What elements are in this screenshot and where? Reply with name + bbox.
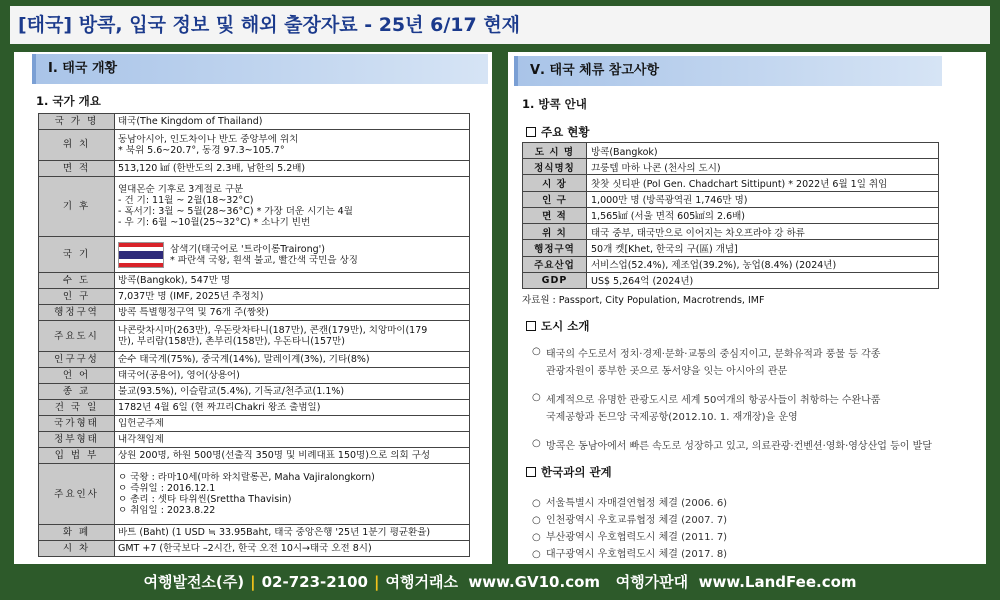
table-row [39,384,470,400]
list-item-line: 세계적으로 유명한 관광도시로 세계 50여개의 항공사들이 취항하는 수완나품 [546,395,881,406]
table-row [523,207,939,223]
circle-bullet-icon: ○ [532,346,541,357]
row-value [115,130,470,161]
row-value [115,114,470,130]
row-value [115,237,470,273]
table-row [523,143,939,159]
list-item-text: 대구광역시 우호협력도시 체결 (2017. 8) [546,549,728,560]
heading-korea-relations [526,464,612,480]
row-value-line: 태국(The Kingdom of Thailand) [118,116,263,128]
row-value-line: 동남아시아, 인도차이나 반도 중앙부에 위치 [118,133,299,145]
row-value-line: 불교(93.5%), 이슬람교(5.4%), 기독교/천주교(1.1%) [118,386,345,398]
list-item [532,495,727,512]
list-item-text: 서울특별시 자매결연협정 체결 (2006. 6) [546,498,728,509]
section-title-overview: Ⅰ. 태국 개황 [32,54,488,84]
row-value [115,321,470,352]
row-value [115,464,470,524]
thailand-flag-icon [118,242,164,268]
row-value [115,289,470,305]
list-item-line: 국제공항과 돈므앙 국제공항(2012.10. 1. 재개장)을 운영 [546,412,798,423]
table-row [39,448,470,464]
source-note: 자료원 : Passport, City Population, Macrotrends, IMF [522,295,765,306]
row-label: 위 치 [523,224,587,240]
table-row [39,321,470,352]
footer-site-gv10[interactable]: www.GV10.com [468,573,601,591]
subsection-title-country: 1. 국가 개요 [36,94,101,108]
row-value-line: 순수 태국계(75%), 중국계(14%), 말레이계(3%), 기타(8%) [118,354,370,366]
row-label: 인구구성 [39,352,115,368]
footer-site-landfee[interactable]: www.LandFee.com [698,573,857,591]
circle-bullet-icon: ○ [532,498,541,509]
korea-relations-list [532,495,727,563]
circle-bullet-icon: ○ [532,392,541,403]
list-item-line: 방콕은 동남아에서 빠른 속도로 성장하고 있고, 의료관광·컨벤션·영화·영상산업 등이 발달 [546,441,932,452]
row-label: 행정구역 [523,240,587,256]
table-row [523,272,939,288]
heading-korea-relations-text: 한국과의 관계 [541,465,612,479]
row-label: 기 후 [39,176,115,236]
page-banner-title: [태국] 방콕, 입국 정보 및 해외 출장자료 - 25년 6/17 현재 [10,6,990,44]
row-label: 입 법 부 [39,448,115,464]
row-label: 행정구역 [39,305,115,321]
table-row [39,237,470,273]
row-label: 주요도시 [39,321,115,352]
row-value-line: 바트 (Baht) (1 USD ≒ 33.95Baht, 태국 중앙은행 '25년 1분기 평균환율) [118,526,431,538]
heading-city-intro-text: 도시 소개 [541,319,590,333]
table-row [39,289,470,305]
table-row [39,352,470,368]
row-value [115,448,470,464]
row-value-line: 방콕 특별행정구역 및 76개 주(짱왓) [118,307,269,319]
table-row [523,224,939,240]
row-label: 언 어 [39,368,115,384]
row-value-line: 상원 200명, 하원 500명(선출직 350명 및 비례대표 150명)으로 의회 구성 [118,450,431,462]
row-label: 면 적 [39,160,115,176]
table-row [39,524,470,540]
table-row [523,240,939,256]
table-row [39,416,470,432]
table-row [523,175,939,191]
country-overview-table [38,113,470,557]
bangkok-status-table [522,142,939,289]
table-row [39,160,470,176]
row-value-line: 열대몬순 기후로 3계절로 구분 [118,184,244,196]
row-label: 도 시 명 [523,143,587,159]
checkbox-square-icon [526,467,536,477]
row-label: 국가형태 [39,416,115,432]
footer-exchange: 여행거래소 [385,573,458,591]
city-intro-list [532,346,932,467]
row-value-line: 만), 부리람(158만), 촌부리(158만), 우돈타니(157만) [118,336,345,348]
row-value [115,416,470,432]
row-value-line: 7,037만 명 (IMF, 2025년 추정치) [118,291,264,303]
row-value-line: - 우 기: 6월 ~10월(25~32°C) * 소나기 빈번 [118,217,311,229]
row-label: 주요인사 [39,464,115,524]
row-value [115,160,470,176]
row-value [115,176,470,236]
list-item-text: 부산광역시 우호협력도시 체결 (2011. 7) [546,532,728,543]
row-value-line: 태국어(공용어), 영어(상용어) [118,370,240,382]
table-row [39,273,470,289]
table-row [523,159,939,175]
table-row [523,256,939,272]
circle-bullet-icon: ○ [532,532,541,543]
list-item-line: 태국의 수도로서 정치·경제·문화·교통의 중심지이고, 문화유적과 풍물 등 각종 [546,349,881,360]
row-value: 1,565㎢ (서울 면적 605㎢의 2.6배) [587,207,939,223]
row-label: 위 치 [39,130,115,161]
row-label: 종 교 [39,384,115,400]
heading-status-text: 주요 현황 [541,125,590,139]
row-value-line: ㅇ 국왕 : 라마10세(마하 와치랄롱꼰, Maha Vajiralongkorn) [118,472,375,484]
row-label: 시 장 [523,175,587,191]
row-value-line: ㅇ 즉위일 : 2016.12.1 [118,483,216,495]
row-value-line: GMT +7 (한국보다 –2시간, 한국 오전 10시→태국 오전 8시) [118,542,372,554]
row-value: 서비스업(52.4%), 제조업(39.2%), 농업(8.4%) (2024년) [587,256,939,272]
table-row [39,368,470,384]
row-label: 면 적 [523,207,587,223]
row-value: 1,000만 명 (방콕광역권 1,746만 명) [587,191,939,207]
left-page [14,52,492,564]
list-item [532,546,727,563]
list-item [532,438,932,455]
row-label: 인 구 [39,289,115,305]
section-title-stay: Ⅴ. 태국 체류 참고사항 [514,56,942,86]
row-label: 수 도 [39,273,115,289]
heading-city-intro [526,318,589,334]
row-value-line: 나콘랏차시마(263만), 우돈랏차타니(187만), 콘캔(179만), 치앙마이(179 [118,325,428,337]
footer-contact: 여행발전소(주) | 02-723-2100 | 여행거래소 www.GV10.com 여행가판대 www.LandFee.com [143,573,857,591]
list-item [532,392,932,426]
row-value [115,384,470,400]
row-label: 건 국 일 [39,400,115,416]
table-row [39,400,470,416]
row-value: US$ 5,264억 (2024년) [587,272,939,288]
row-value [115,524,470,540]
row-value-line: 방콕(Bangkok), 547만 명 [118,275,231,287]
table-row [39,464,470,524]
table-row [39,540,470,556]
row-value [115,352,470,368]
row-label: GDP [523,272,587,288]
row-value: 끄룽텝 마하 나콘 (천사의 도시) [587,159,939,175]
row-value-line: 513,120 ㎢ (한반도의 2.3배, 남한의 5.2배) [118,162,306,174]
row-value-line: 내각책임제 [118,434,164,446]
circle-bullet-icon: ○ [532,438,541,449]
row-label: 주요산업 [523,256,587,272]
row-value [115,305,470,321]
table-row [523,191,939,207]
table-row [39,176,470,236]
row-value [115,273,470,289]
row-value: 태국 중부, 태국만으로 이어지는 차오프라야 강 하류 [587,224,939,240]
table-row [39,114,470,130]
row-value: 방콕(Bangkok) [587,143,939,159]
row-value-line: - 건 기: 11월 ~ 2월(18~32°C) [118,195,254,207]
checkbox-square-icon [526,127,536,137]
row-value-line: 삼색기(태국어로 '트라이롱Trairong') [170,243,325,255]
row-value [115,368,470,384]
right-page [508,52,986,564]
row-value [115,400,470,416]
row-label: 화 폐 [39,524,115,540]
circle-bullet-icon: ○ [532,549,541,560]
list-item-text: 인천광역시 우호교류협정 체결 (2007. 7) [546,515,728,526]
row-value-line: 입헌군주제 [118,418,164,430]
footer-company: 여행발전소(주) [143,573,245,591]
row-label: 인 구 [523,191,587,207]
row-value-line: 1782년 4월 6일 (현 짜끄리Chakri 왕조 출범일) [118,402,321,414]
row-value [115,432,470,448]
heading-status [526,124,589,140]
table-row [39,130,470,161]
list-item [532,346,932,380]
checkbox-square-icon [526,321,536,331]
row-label: 시 차 [39,540,115,556]
row-value-line: ㅇ 취임일 : 2023.8.22 [118,505,216,517]
row-value-line: ㅇ 총리 : 셋타 타위씬(Srettha Thavisin) [118,494,292,506]
row-value-line: - 혹서기: 3월 ~ 5월(28~36°C) * 가장 더운 시기는 4월 [118,206,353,218]
row-label: 정식명칭 [523,159,587,175]
row-value: 50개 켓[Khet, 한국의 구(區) 개념] [587,240,939,256]
list-item [532,512,727,529]
list-item-line: 관광자원이 풍부한 곳으로 동서양을 잇는 아시아의 관문 [546,366,788,377]
row-label: 국 가 명 [39,114,115,130]
row-value-line: * 북위 5.6~20.7°, 동경 97.3~105.7° [118,144,285,156]
row-label: 국 기 [39,237,115,273]
table-row [39,305,470,321]
row-value [115,540,470,556]
footer-phone: 02-723-2100 [261,573,368,591]
footer-stand: 여행가판대 [615,573,689,591]
row-label: 정부형태 [39,432,115,448]
table-row [39,432,470,448]
circle-bullet-icon: ○ [532,515,541,526]
row-value: 찻찻 싯티판 (Pol Gen. Chadchart Sittipunt) * 2022년 6월 1일 취임 [587,175,939,191]
row-value-line: * 파란색 국왕, 흰색 불교, 빨간색 국민을 상징 [170,254,358,266]
list-item [532,529,727,546]
subsection-title-bangkok: 1. 방콕 안내 [522,97,587,111]
